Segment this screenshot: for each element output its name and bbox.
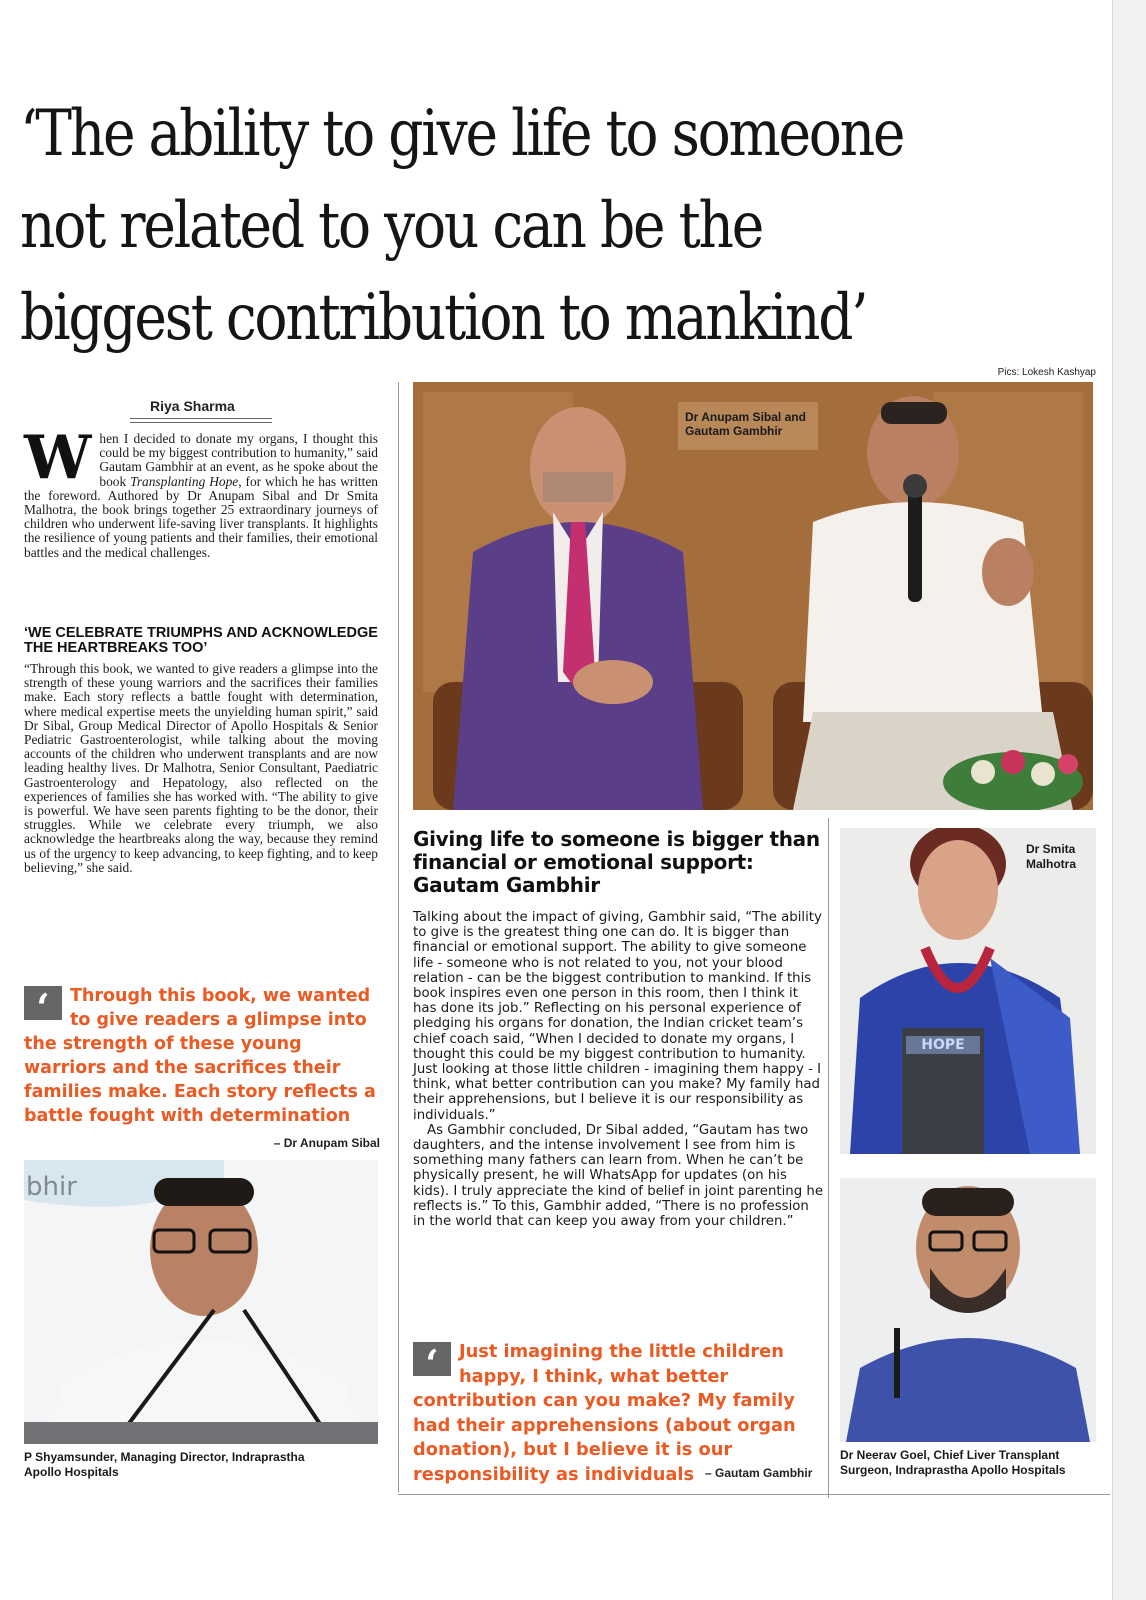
banner-text: bhir — [26, 1172, 77, 1202]
main-photo-illustration — [413, 382, 1093, 810]
intro-text: hen I decided to donate my organs, I thought this could be my biggest contribution to humanity,” said Gautam Gambhir at an event, as he spoke about the book — [99, 431, 378, 489]
quote-mark-icon: ‘ — [413, 1342, 451, 1376]
headline-line-1: ‘The ability to give life to someone — [20, 97, 904, 171]
drop-cap: W — [24, 423, 92, 493]
pull-quote-gambhir-attribution: – Gautam Gambhir — [705, 1466, 813, 1480]
gambhir-tshirt — [803, 502, 1043, 722]
gambhir-paragraph-1: Talking about the impact of giving, Gambhir said, “The ability to give is the greatest thing one can do. It is bigger than financial or emotional support. The ability to give someone life - someone who is not related to you, not your blood relation - can be the biggest contribution to mankind. If this book inspires even one person in this room, then I think it has done its job.” Reflecting on his personal experience of pledging his organs for donation, the Indian cricket team’s chief coach said, “When I decided to donate my organs, I thought this could be my biggest contribution to humanity. Just looking at those little children - imagining them happy - I think, what better contribution can you make? My family had their apprehensions, but I believe it is our responsibility as individuals.” — [413, 910, 822, 1123]
book-cover-title: HOPE — [921, 1037, 965, 1053]
flower-icon — [1058, 754, 1078, 774]
gambhir-hand — [982, 538, 1034, 606]
podium — [24, 1422, 378, 1444]
neerav-hair — [922, 1188, 1014, 1216]
sibal-hands — [573, 660, 653, 704]
microphone-head — [903, 474, 927, 498]
main-photo-caption: Dr Anupam Sibal and Gautam Gambhir — [685, 410, 806, 438]
page-edge — [1112, 0, 1146, 1600]
pull-quote-sibal-body — [24, 984, 378, 1128]
main-photo — [413, 382, 1093, 810]
bottom-rule — [398, 1494, 1110, 1495]
microphone-icon — [908, 482, 922, 602]
neerav-photo-illustration — [840, 1178, 1096, 1442]
sibal-head — [530, 407, 626, 527]
shyamsunder-photo — [24, 1160, 378, 1444]
smita-face — [918, 840, 998, 940]
pull-quote-sibal-attribution: – Dr Anupam Sibal — [273, 1136, 380, 1150]
column-rule-left — [398, 382, 399, 1492]
neerav-photo — [840, 1178, 1096, 1442]
speaker-hair — [154, 1178, 254, 1206]
smita-caption: Dr Smita Malhotra — [1026, 842, 1077, 871]
intro-paragraph — [24, 423, 378, 560]
smita-photo-illustration — [840, 828, 1096, 1154]
book-title: Transplanting Hope — [130, 473, 239, 489]
shyamsunder-photo-illustration — [24, 1160, 378, 1444]
quote-mark-icon: ‘ — [24, 986, 62, 1020]
pull-quote-gambhir-text: Just imagining the little children happy, I think, what better contribution can you make? My family had their apprehensions (about organ donation), but I believe it is our responsibility as individuals — [413, 1341, 796, 1485]
gambhir-article — [413, 910, 823, 1229]
neerav-caption: Dr Neerav Goel, Chief Liver Transplant Surgeon, Indraprastha Apollo Hospitals — [840, 1448, 1066, 1477]
pull-quote-sibal-text: Through this book, we wanted to give readers a glimpse into the strength of these young warriors and the sacrifices their families make. Each story reflects a battle fought with determination — [24, 986, 376, 1126]
byline-rule — [130, 418, 272, 423]
photo-credit: Pics: Lokesh Kashyap — [997, 367, 1096, 378]
headline-line-2: not related to you can be the — [20, 189, 763, 263]
smita-photo — [840, 828, 1096, 1154]
subhead: ‘WE CELEBRATE TRIUMPHS AND ACKNOWLEDGE THE HEARTBREAKS TOO’ — [24, 625, 378, 656]
column1-body: “Through this book, we wanted to give readers a glimpse into the strength of these young warriors and the sacrifices their families make. Each story reflects a battle fought with determination, where medical expertise meets the unyielding human spirit,” said Dr Sibal, Group Medical Director of Apollo Hospitals & Senior Pediatric Gastroenterologist, while talking about the moving accounts of the children who underwent transplants and are now leading healthy lives. Dr Malhotra, Senior Consultant, Paediatric Gastroenterology and Hepatology, also reflected on the experiences of families she has worked with. “The ability to give is powerful. We have seen parents fighting to be the donor, their struggles. While we celebrate every triumph, we also acknowledge the heartbreaks along the way, because they remind us of the urgency to keep advancing, to keep fighting, and to keep believing,” she said. — [24, 661, 378, 875]
gambhir-hair — [881, 402, 947, 424]
column-rule-right — [828, 818, 829, 1498]
flower-icon — [1031, 762, 1055, 786]
headline — [20, 88, 949, 364]
microphone-stand-icon — [894, 1328, 900, 1398]
headline-line-3: biggest contribution to mankind’ — [20, 281, 867, 355]
shyamsunder-caption: P Shyamsunder, Managing Director, Indraprastha Apollo Hospitals — [24, 1450, 305, 1479]
pull-quote-sibal — [24, 984, 378, 1128]
sibal-beard — [543, 472, 613, 502]
flower-icon — [1001, 750, 1025, 774]
byline: Riya Sharma — [150, 398, 235, 414]
intro-text-2: , for which he has written the foreword. Authored by Dr Anupam Sibal and Dr Smita Malhotra, the book brings together 25 extraordinary journeys of children who underwent life-saving liver transplants. It highlights the resilience of young patients and their families, their emotional battles and the medical challenges. — [24, 473, 378, 560]
gambhir-subhead: Giving life to someone is bigger than financial or emotional support: Gautam Gambhir — [413, 827, 820, 897]
flower-icon — [971, 760, 995, 784]
gambhir-paragraph-2: As Gambhir concluded, Dr Sibal added, “Gautam has two daughters, and the intense involvement I see from him is something many fathers can learn from. When he can’t be physically present, he will WhatsApp for updates (on his kids). I truly appreciate the kind of belief in joint parenting he reflects is.” To this, Gambhir added, “There is no profession in the world that can keep you away from your children.” — [413, 1122, 824, 1230]
